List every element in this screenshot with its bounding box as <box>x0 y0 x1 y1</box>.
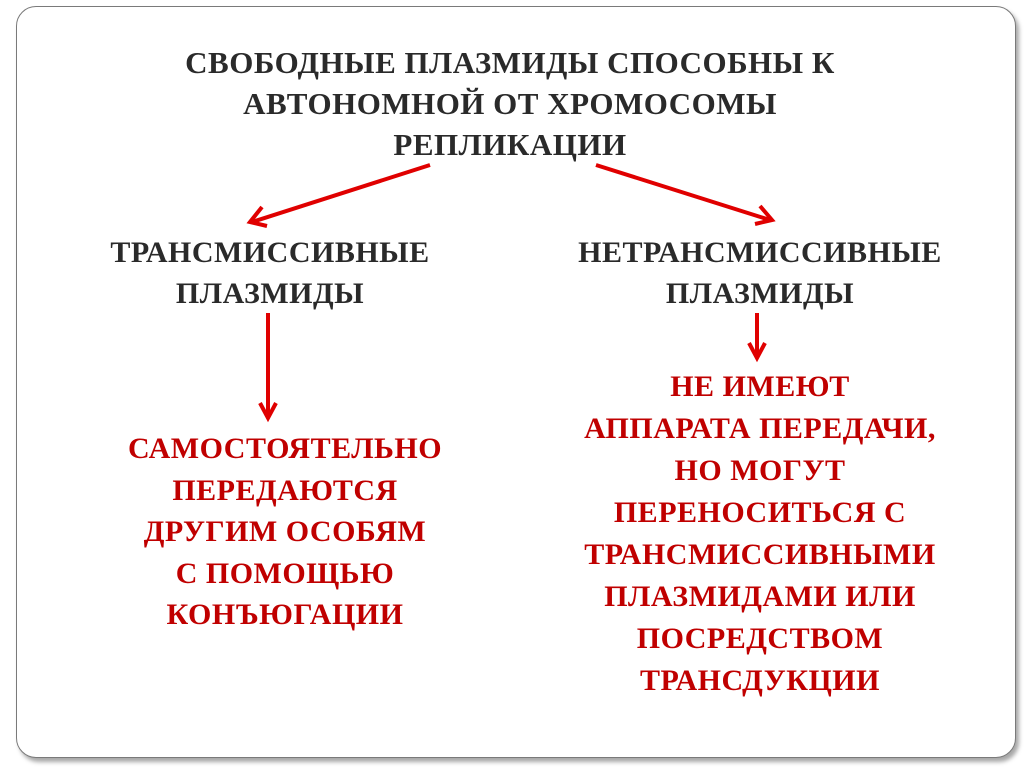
transmissive-plasmids-description: САМОСТОЯТЕЛЬНО ПЕРЕДАЮТСЯ ДРУГИМ ОСОБЯМ С ПОМОЩЬЮ КОНЪЮГАЦИИ <box>127 432 443 631</box>
non-transmissive-plasmids-heading: НЕТРАНСМИССИВНЫЕ ПЛАЗМИДЫ <box>578 236 942 310</box>
non-transmissive-plasmids-description: НЕ ИМЕЮТ АППАРАТА ПЕРЕДАЧИ, НО МОГУТ ПЕРЕНОСИТЬСЯ С ТРАНСМИССИВНЫМИ ПЛАЗМИДАМИ ИЛИ ПОСРЕДСТВОМ ТРАНСДУКЦИИ <box>584 370 936 697</box>
root-statement: СВОБОДНЫЕ ПЛАЗМИДЫ СПОСОБНЫ К АВТОНОМНОЙ ОТ ХРОМОСОМЫ РЕПЛИКАЦИИ <box>185 45 835 162</box>
transmissive-plasmids-heading: ТРАНСМИССИВНЫЕ ПЛАЗМИДЫ <box>110 236 430 310</box>
